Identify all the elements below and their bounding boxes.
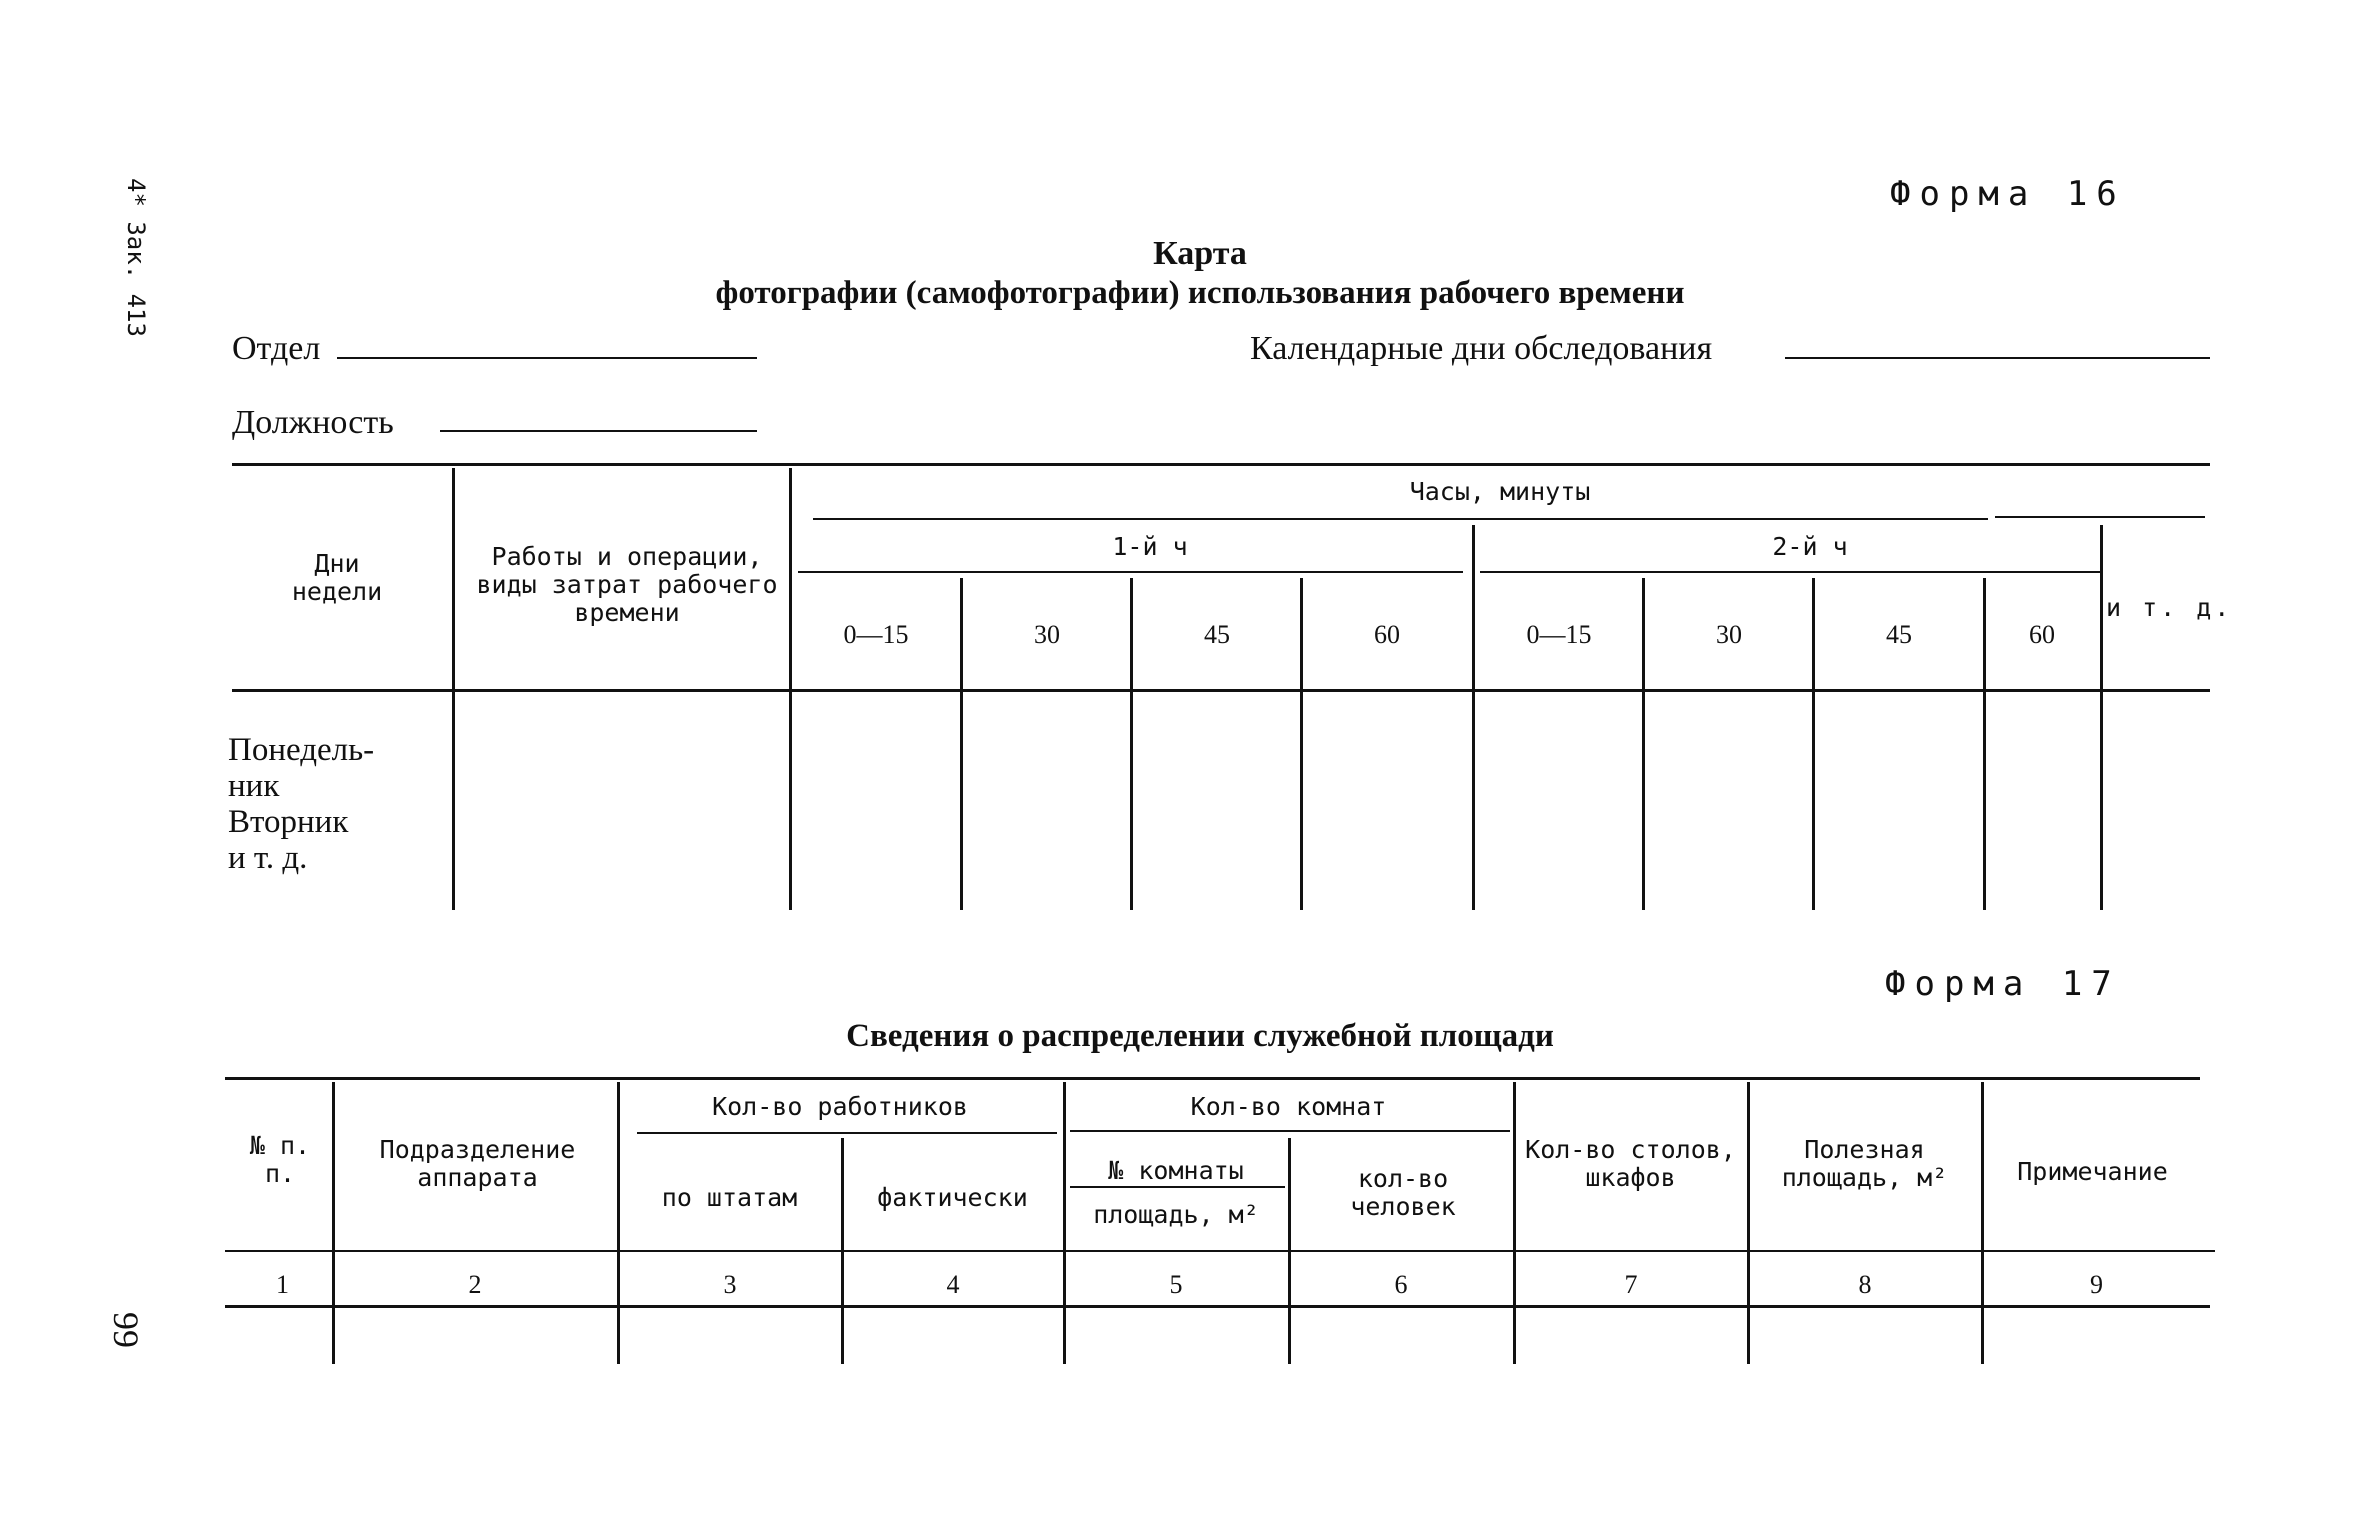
form16-subtitle: фотографии (самофотографии) использования рабочего времени xyxy=(715,275,1685,311)
col-number: 8 xyxy=(1858,1270,1872,1299)
table17-col-divider xyxy=(841,1138,844,1364)
col-days-header: Дни недели xyxy=(291,549,383,606)
row-text: Понедель- xyxy=(228,732,375,768)
col-useful-area-header: Полезная площадь, м² xyxy=(1781,1135,1948,1192)
row-text: Вторник xyxy=(228,804,349,840)
workers-group-rule xyxy=(637,1132,1057,1134)
table16-hours-rule xyxy=(813,518,1988,520)
row-text: ник xyxy=(228,768,280,804)
col-note-header: Примечание xyxy=(2017,1157,2168,1186)
field-position-label: Должность xyxy=(232,404,394,441)
hour2-header: 2-й ч xyxy=(1772,532,1848,561)
minute-header: 45 xyxy=(1204,620,1230,649)
col-number: 7 xyxy=(1624,1270,1638,1299)
minute-header: 30 xyxy=(1034,620,1060,649)
rooms-group-header: Кол-во комнат xyxy=(1190,1092,1387,1121)
col-division-header: Подразделение аппарата xyxy=(379,1135,576,1192)
rooms-group-rule xyxy=(1070,1130,1510,1132)
col-num-header: № п. п. xyxy=(249,1131,311,1188)
minute-header: 45 xyxy=(1886,620,1912,649)
field-department-label: Отдел xyxy=(232,330,321,367)
margin-note: 4* Зак. 413 xyxy=(122,178,150,337)
table16-col-divider xyxy=(789,468,792,910)
minute-header: 60 xyxy=(2029,620,2055,649)
col-number: 1 xyxy=(276,1270,289,1299)
col-desks-header: Кол-во столов, шкафов xyxy=(1525,1135,1736,1192)
table17-col-divider xyxy=(332,1082,335,1364)
table17-top-rule xyxy=(225,1077,2200,1080)
col-number: 5 xyxy=(1169,1270,1183,1299)
rows-text xyxy=(228,732,374,876)
etc-header: и т. д. xyxy=(2106,593,2233,622)
col-by-staff-header: по штатам xyxy=(661,1183,798,1212)
field-calendar-days-label: Календарные дни обследования xyxy=(1250,330,1713,367)
table16-col-divider xyxy=(2100,525,2103,910)
form17-label: Форма 17 xyxy=(1885,964,2121,1004)
form16-title: Карта xyxy=(1153,235,1247,272)
col-number: 3 xyxy=(723,1270,737,1299)
table17-col-divider xyxy=(1981,1082,1984,1364)
table17-numbers-rule xyxy=(225,1305,2210,1308)
workers-group-header: Кол-во работников xyxy=(712,1092,968,1121)
col-actual-header: фактически xyxy=(877,1183,1028,1212)
field-position-line[interactable] xyxy=(440,430,757,432)
minute-header: 30 xyxy=(1716,620,1742,649)
col-people-header: кол-во человек xyxy=(1350,1164,1456,1221)
col-area-header: площадь, м² xyxy=(1093,1200,1259,1229)
form17-title: Сведения о распределении служебной площади xyxy=(846,1018,1554,1054)
table16-etc-rule xyxy=(1995,516,2205,518)
table16-top-rule xyxy=(232,463,2210,466)
hour1-header: 1-й ч xyxy=(1112,532,1188,561)
minute-header: 60 xyxy=(1374,620,1400,649)
table17-header-rule xyxy=(225,1250,2215,1252)
col-works-header: Работы и операции, виды затрат рабочего времени xyxy=(476,542,778,627)
table17-col-divider xyxy=(1747,1082,1750,1364)
row-text: и т. д. xyxy=(228,840,308,876)
table16-header-rule xyxy=(232,689,2210,692)
col-number: 6 xyxy=(1394,1270,1408,1299)
minute-header: 0—15 xyxy=(843,620,909,649)
table16-col-divider xyxy=(452,468,455,910)
table16-hour2-rule xyxy=(1480,571,2100,573)
minute-header: 0—15 xyxy=(1526,620,1592,649)
table17-col-divider xyxy=(617,1082,620,1364)
table17-col-divider xyxy=(1288,1138,1291,1364)
col-hours-group-header: Часы, минуты xyxy=(1409,477,1591,506)
table16-col-divider xyxy=(1472,525,1475,910)
page-number: 99 xyxy=(106,1312,146,1348)
table17-col-divider xyxy=(1513,1082,1516,1364)
col-number: 4 xyxy=(946,1270,960,1299)
col-number: 2 xyxy=(468,1270,482,1299)
table16-hour1-rule xyxy=(798,571,1463,573)
col-number: 9 xyxy=(2090,1270,2103,1299)
field-department-line[interactable] xyxy=(337,357,757,359)
field-calendar-days-line[interactable] xyxy=(1785,357,2210,359)
form16-label: Форма 16 xyxy=(1890,174,2126,214)
col-room-num-header: № комнаты xyxy=(1108,1156,1244,1185)
room-num-rule xyxy=(1070,1186,1285,1188)
